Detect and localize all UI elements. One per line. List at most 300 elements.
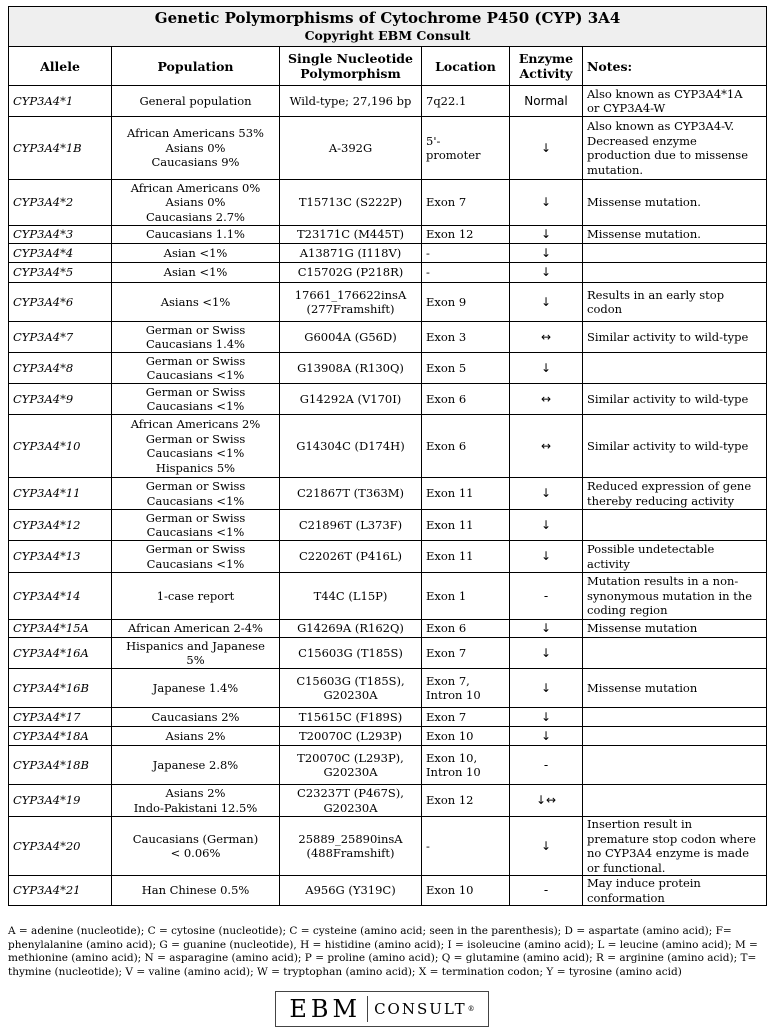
- population-cell-line: Asian <1%: [163, 245, 228, 260]
- population-cell-line: Caucasians <1%: [146, 446, 245, 460]
- population-cell: [112, 541, 280, 573]
- snp-cell: [280, 817, 422, 876]
- notes-cell: [583, 244, 767, 263]
- snp-cell-line: T20070C (L293P),: [297, 750, 404, 765]
- location-cell-line: Exon 12: [426, 227, 474, 242]
- population-cell-line: Han Chinese 0.5%: [141, 883, 250, 898]
- population-cell: [112, 669, 280, 708]
- notes-cell: [583, 727, 767, 746]
- notes-cell-line: or CYP3A4-W: [587, 101, 666, 115]
- notes-cell-line: Missense mutation: [587, 680, 698, 695]
- location-cell: [422, 541, 510, 573]
- population-cell: [112, 727, 280, 746]
- notes-cell: [583, 876, 767, 906]
- population-cell-line: German or Swiss: [145, 384, 246, 399]
- header-snp-line2: Polymorphism: [300, 66, 401, 81]
- population-cell-line: General population: [139, 93, 252, 108]
- population-cell: [112, 117, 280, 180]
- notes-cell-line: Decreased enzyme: [587, 133, 697, 148]
- allele-cell: CYP3A4*11: [9, 478, 112, 510]
- snp-cell: [280, 638, 422, 669]
- enzyme-activity-cell: ↓: [510, 478, 583, 510]
- population-cell-line: Asians 0%: [165, 195, 226, 210]
- snp-cell-line: C15603G (T185S),: [296, 673, 405, 688]
- enzyme-activity-cell: ↓: [510, 708, 583, 727]
- notes-cell-line: Also known as CYP3A4-V.: [587, 119, 735, 133]
- location-cell-line: Exon 7,: [426, 673, 470, 688]
- enzyme-activity-cell: -: [510, 573, 583, 620]
- header-snp-line1: Single Nucleotide: [287, 51, 414, 66]
- location-cell-line: 5'-: [426, 133, 441, 148]
- table-row: [9, 876, 767, 906]
- allele-cell: CYP3A4*7: [9, 322, 112, 353]
- population-cell-line: Caucasians <1%: [146, 368, 245, 382]
- population-cell-line: Asians <1%: [160, 294, 231, 309]
- allele-cell: CYP3A4*16B: [9, 669, 112, 708]
- table-row: [9, 415, 767, 478]
- snp-cell-line: G20230A: [323, 688, 378, 702]
- allele-cell: CYP3A4*18B: [9, 746, 112, 785]
- snp-cell-line: G14304C (D174H): [296, 438, 405, 453]
- population-cell: [112, 638, 280, 669]
- snp-cell-line: G20230A: [323, 765, 378, 779]
- snp-cell: [280, 283, 422, 322]
- location-cell-line: Exon 7: [426, 645, 467, 660]
- notes-cell-line: mutation.: [587, 162, 644, 177]
- snp-cell: [280, 322, 422, 353]
- allele-cell: CYP3A4*15A: [9, 620, 112, 638]
- notes-cell: [583, 415, 767, 478]
- snp-cell: [280, 876, 422, 906]
- allele-cell: CYP3A4*21: [9, 876, 112, 906]
- population-cell-line: German or Swiss: [145, 479, 246, 493]
- snp-cell-line: (277Framshift): [306, 302, 395, 316]
- table-row: [9, 117, 767, 180]
- snp-cell-line: C22026T (P416L): [298, 549, 402, 564]
- notes-cell-line: Also known as CYP3A4*1A: [587, 86, 743, 101]
- snp-cell-line: T44C (L15P): [313, 588, 388, 603]
- location-cell: [422, 573, 510, 620]
- location-cell: [422, 727, 510, 746]
- allele-cell: CYP3A4*3: [9, 226, 112, 244]
- location-cell: [422, 117, 510, 180]
- allele-cell: CYP3A4*4: [9, 244, 112, 263]
- location-cell-line: Exon 12: [426, 793, 474, 808]
- enzyme-activity-cell: Normal: [510, 86, 583, 117]
- population-cell: [112, 415, 280, 478]
- snp-cell-line: T15713C (S222P): [298, 195, 403, 210]
- population-cell-line: African Americans 2%: [130, 417, 261, 431]
- snp-cell-line: C21867T (T363M): [296, 486, 405, 501]
- table-row: [9, 573, 767, 620]
- notes-cell: [583, 620, 767, 638]
- notes-cell: [583, 283, 767, 322]
- snp-cell: [280, 478, 422, 510]
- notes-cell: [583, 541, 767, 573]
- snp-cell: [280, 620, 422, 638]
- snp-cell: [280, 226, 422, 244]
- location-cell-line: -: [426, 838, 430, 853]
- title-row: [9, 7, 767, 47]
- table-row: [9, 86, 767, 117]
- logo-text-consult: CONSULT: [374, 1000, 467, 1018]
- population-cell-line: German or Swiss: [145, 322, 246, 337]
- population-cell: [112, 244, 280, 263]
- table-row: [9, 226, 767, 244]
- table-row: [9, 620, 767, 638]
- notes-cell-line: Similar activity to wild-type: [587, 438, 749, 453]
- polymorphism-table: [8, 6, 767, 906]
- location-cell-line: Exon 11: [426, 517, 474, 532]
- allele-cell: CYP3A4*17: [9, 708, 112, 727]
- population-cell: [112, 573, 280, 620]
- allele-cell: CYP3A4*19: [9, 785, 112, 817]
- location-cell: [422, 384, 510, 415]
- location-cell-line: -: [426, 245, 430, 260]
- header-notes: Notes:: [583, 47, 767, 86]
- notes-cell-line: Reduced expression of gene: [587, 479, 752, 493]
- allele-cell: CYP3A4*8: [9, 353, 112, 384]
- population-cell-line: < 0.06%: [170, 846, 221, 860]
- population-cell: [112, 478, 280, 510]
- notes-cell-line: or functional.: [587, 860, 666, 875]
- location-cell: [422, 322, 510, 353]
- notes-cell-line: May induce protein: [587, 876, 701, 890]
- location-cell: [422, 620, 510, 638]
- header-population: Population: [112, 47, 280, 86]
- population-cell-line: 5%: [186, 653, 205, 667]
- table-row: [9, 322, 767, 353]
- enzyme-activity-cell: ↓: [510, 180, 583, 226]
- header-allele: Allele: [9, 47, 112, 86]
- snp-cell-line: Wild-type; 27,196 bp: [289, 93, 412, 108]
- population-cell-line: German or Swiss: [145, 431, 246, 446]
- table-row: [9, 478, 767, 510]
- enzyme-activity-cell: ↓: [510, 620, 583, 638]
- population-cell: [112, 510, 280, 541]
- snp-cell: [280, 510, 422, 541]
- population-cell: [112, 708, 280, 727]
- table-row: [9, 669, 767, 708]
- notes-cell-line: Insertion result in: [587, 817, 693, 831]
- location-cell: [422, 876, 510, 906]
- location-cell-line: Exon 9: [426, 294, 467, 309]
- population-cell: [112, 876, 280, 906]
- snp-cell-line: T15615C (F189S): [298, 709, 403, 724]
- snp-cell: [280, 708, 422, 727]
- location-cell-line: promoter: [426, 148, 481, 162]
- notes-cell-line: Results in an early stop: [587, 287, 725, 302]
- notes-cell-line: thereby reducing activity: [587, 493, 735, 508]
- enzyme-activity-cell: -: [510, 876, 583, 906]
- notes-cell-line: Similar activity to wild-type: [587, 391, 749, 406]
- notes-cell-line: Possible undetectable: [587, 542, 715, 556]
- snp-cell-line: A956G (Y319C): [305, 883, 396, 898]
- abbreviation-footnote: A = adenine (nucleotide); C = cytosine (nucleotide); C = cysteine (amino acid; seen in the parenthesis); D = aspartate (amino acid); F= phenylalanine (amino acid); G = guanine (nucleotide), H = histidine (amino acid); I = isoleucine (amino acid); L = leucine (amino acid); M = methionine (amino acid); N = asparagine (amino acid); P = proline (amino acid); Q = glutamine (amino acid); R = arginine (amino acid); T= thymine (nucleotide); V = valine (amino acid); W = tryptophan (amino acid); X = termination codon; Y = tyrosine (amino acid): [8, 925, 758, 978]
- header-location: Location: [422, 47, 510, 86]
- population-cell-line: Caucasians 1.1%: [146, 227, 245, 242]
- population-cell: [112, 746, 280, 785]
- snp-cell-line: C21896T (L373F): [298, 517, 403, 532]
- snp-cell-line: T23171C (M445T): [296, 227, 405, 242]
- enzyme-activity-cell: -: [510, 746, 583, 785]
- location-cell: [422, 817, 510, 876]
- notes-cell: [583, 746, 767, 785]
- notes-cell-line: coding region: [587, 603, 668, 618]
- population-cell-line: German or Swiss: [145, 542, 246, 556]
- population-cell: [112, 384, 280, 415]
- snp-cell-line: A13871G (I118V): [299, 245, 402, 260]
- table-row: [9, 817, 767, 876]
- enzyme-activity-cell: ↓: [510, 638, 583, 669]
- location-cell-line: Exon 11: [426, 486, 474, 501]
- location-cell: [422, 244, 510, 263]
- allele-cell: CYP3A4*5: [9, 263, 112, 283]
- allele-cell: CYP3A4*14: [9, 573, 112, 620]
- allele-cell: CYP3A4*18A: [9, 727, 112, 746]
- snp-cell: [280, 353, 422, 384]
- snp-cell: [280, 746, 422, 785]
- location-cell-line: Exon 7: [426, 195, 467, 210]
- logo-text-ebm: EBM: [289, 995, 362, 1023]
- notes-cell: [583, 785, 767, 817]
- enzyme-activity-cell: ↔: [510, 384, 583, 415]
- population-cell: [112, 322, 280, 353]
- snp-cell-line: G14292A (V170I): [299, 391, 402, 406]
- snp-cell: [280, 117, 422, 180]
- notes-cell: [583, 384, 767, 415]
- snp-cell-line: (488Framshift): [306, 846, 395, 860]
- snp-cell-line: G20230A: [323, 800, 378, 815]
- title-cell: [9, 7, 767, 47]
- logo-divider: [367, 996, 368, 1022]
- location-cell-line: -: [426, 265, 430, 280]
- location-cell-line: Exon 10: [426, 883, 474, 898]
- enzyme-activity-cell: ↓: [510, 263, 583, 283]
- snp-cell: [280, 785, 422, 817]
- snp-cell: [280, 384, 422, 415]
- allele-cell: CYP3A4*9: [9, 384, 112, 415]
- population-cell: [112, 226, 280, 244]
- enzyme-activity-cell: ↓↔: [510, 785, 583, 817]
- location-cell: [422, 638, 510, 669]
- location-cell: [422, 353, 510, 384]
- allele-cell: CYP3A4*6: [9, 283, 112, 322]
- allele-cell: CYP3A4*12: [9, 510, 112, 541]
- table-body: [9, 86, 767, 906]
- snp-cell: [280, 180, 422, 226]
- location-cell: [422, 708, 510, 727]
- population-cell: [112, 817, 280, 876]
- notes-cell-line: activity: [587, 556, 630, 571]
- page-title: Genetic Polymorphisms of Cytochrome P450 (CYP) 3A4: [154, 9, 621, 27]
- notes-cell-line: codon: [587, 302, 623, 316]
- notes-cell: [583, 322, 767, 353]
- location-cell-line: Exon 11: [426, 549, 474, 564]
- location-cell-line: 7q22.1: [426, 93, 467, 108]
- population-cell-line: Indo-Pakistani 12.5%: [133, 800, 258, 815]
- notes-cell: [583, 478, 767, 510]
- population-cell: [112, 785, 280, 817]
- population-cell-line: African Americans 53%: [127, 126, 264, 141]
- location-cell-line: Exon 3: [426, 329, 467, 344]
- snp-cell-line: C23237T (P467S),: [297, 786, 404, 800]
- enzyme-activity-cell: ↓: [510, 353, 583, 384]
- enzyme-activity-cell: ↓: [510, 541, 583, 573]
- location-cell-line: Exon 6: [426, 438, 467, 453]
- population-cell-line: Caucasians <1%: [146, 399, 245, 413]
- population-cell-line: Caucasians 1.4%: [146, 337, 245, 351]
- notes-cell: [583, 573, 767, 620]
- population-cell-line: German or Swiss: [145, 353, 246, 368]
- snp-cell: [280, 573, 422, 620]
- population-cell-line: Asians 2%: [165, 728, 226, 743]
- notes-cell-line: Mutation results in a non-: [587, 574, 739, 589]
- snp-cell: [280, 244, 422, 263]
- location-cell-line: Exon 6: [426, 621, 467, 636]
- snp-cell-line: A-392G: [328, 140, 373, 155]
- population-cell-line: Japanese 2.8%: [152, 757, 239, 772]
- allele-cell: CYP3A4*2: [9, 180, 112, 226]
- table-row: [9, 746, 767, 785]
- snp-cell: [280, 727, 422, 746]
- allele-cell: CYP3A4*10: [9, 415, 112, 478]
- copyright-line: Copyright EBM Consult: [304, 28, 471, 43]
- notes-cell-line: production due to missense: [587, 148, 749, 162]
- notes-cell-line: Missense mutation.: [587, 227, 701, 242]
- enzyme-activity-cell: ↔: [510, 415, 583, 478]
- notes-cell-line: Missense mutation.: [587, 195, 701, 210]
- document: [8, 6, 766, 906]
- location-cell-line: Exon 10,: [426, 750, 478, 765]
- notes-cell: [583, 86, 767, 117]
- location-cell: [422, 746, 510, 785]
- notes-cell: [583, 510, 767, 541]
- location-cell-line: Exon 7: [426, 709, 467, 724]
- table-row: [9, 638, 767, 669]
- notes-cell: [583, 353, 767, 384]
- population-cell-line: Caucasians 2.7%: [146, 209, 245, 224]
- location-cell: [422, 86, 510, 117]
- allele-cell: CYP3A4*16A: [9, 638, 112, 669]
- header-activity-line1: Enzyme: [518, 51, 574, 66]
- enzyme-activity-cell: ↓: [510, 669, 583, 708]
- snp-cell: [280, 669, 422, 708]
- location-cell: [422, 415, 510, 478]
- location-cell-line: Exon 5: [426, 360, 467, 375]
- snp-cell-line: G14269A (R162Q): [297, 621, 404, 636]
- table-row: [9, 727, 767, 746]
- snp-cell: [280, 415, 422, 478]
- enzyme-activity-cell: ↓: [510, 226, 583, 244]
- location-cell: [422, 669, 510, 708]
- notes-cell-line: premature stop codon where: [587, 831, 756, 846]
- location-cell: [422, 263, 510, 283]
- snp-cell: [280, 541, 422, 573]
- population-cell-line: African Americans 0%: [130, 180, 261, 195]
- notes-cell: [583, 708, 767, 727]
- snp-cell-line: G6004A (G56D): [304, 329, 397, 344]
- location-cell-line: Exon 6: [426, 391, 467, 406]
- table-row: [9, 353, 767, 384]
- notes-cell-line: no CYP3A4 enzyme is made: [587, 846, 750, 860]
- allele-cell: CYP3A4*13: [9, 541, 112, 573]
- notes-cell: [583, 638, 767, 669]
- population-cell-line: Caucasians <1%: [146, 556, 245, 571]
- population-cell-line: Caucasians <1%: [146, 525, 245, 539]
- population-cell: [112, 86, 280, 117]
- population-cell: [112, 263, 280, 283]
- enzyme-activity-cell: ↓: [510, 117, 583, 180]
- population-cell: [112, 180, 280, 226]
- population-cell-line: Caucasians <1%: [146, 493, 245, 508]
- population-cell-line: German or Swiss: [145, 510, 246, 525]
- population-cell-line: Hispanics 5%: [155, 460, 236, 475]
- table-row: [9, 180, 767, 226]
- notes-cell-line: synonymous mutation in the: [587, 588, 753, 603]
- population-cell: [112, 283, 280, 322]
- population-cell: [112, 620, 280, 638]
- location-cell: [422, 180, 510, 226]
- snp-cell: [280, 263, 422, 283]
- snp-cell-line: G13908A (R130Q): [297, 360, 404, 375]
- population-cell-line: Caucasians 9%: [151, 155, 240, 170]
- population-cell-line: Asians 2%: [165, 786, 226, 800]
- notes-cell-line: Missense mutation: [587, 621, 698, 636]
- notes-cell: [583, 226, 767, 244]
- table-row: [9, 384, 767, 415]
- population-cell-line: Asian <1%: [163, 265, 228, 280]
- enzyme-activity-cell: ↓: [510, 817, 583, 876]
- registered-mark: ®: [467, 1005, 475, 1013]
- ebm-consult-logo: [275, 991, 489, 1027]
- location-cell: [422, 226, 510, 244]
- snp-cell-line: C15603G (T185S): [298, 645, 403, 660]
- snp-cell: [280, 86, 422, 117]
- notes-cell: [583, 180, 767, 226]
- table-row: [9, 708, 767, 727]
- location-cell: [422, 283, 510, 322]
- enzyme-activity-cell: ↓: [510, 510, 583, 541]
- table-row: [9, 263, 767, 283]
- enzyme-activity-cell: ↓: [510, 244, 583, 263]
- table-row: [9, 541, 767, 573]
- allele-cell: CYP3A4*1: [9, 86, 112, 117]
- population-cell-line: Caucasians (German): [132, 831, 259, 846]
- population-cell-line: Caucasians 2%: [151, 709, 240, 724]
- notes-cell-line: Similar activity to wild-type: [587, 329, 749, 344]
- snp-cell-line: 17661_176622insA: [294, 287, 407, 302]
- location-cell: [422, 510, 510, 541]
- header-activity: [510, 47, 583, 86]
- location-cell-line: Intron 10: [426, 688, 481, 702]
- table-row: [9, 510, 767, 541]
- header-snp: [280, 47, 422, 86]
- location-cell-line: Exon 1: [426, 588, 467, 603]
- population-cell-line: 1-case report: [156, 588, 235, 603]
- location-cell-line: Exon 10: [426, 728, 474, 743]
- notes-cell: [583, 117, 767, 180]
- population-cell-line: Asians 0%: [165, 140, 226, 155]
- snp-cell-line: T20070C (L293P): [298, 728, 402, 743]
- population-cell: [112, 353, 280, 384]
- notes-cell: [583, 669, 767, 708]
- enzyme-activity-cell: ↓: [510, 283, 583, 322]
- table-row: [9, 283, 767, 322]
- population-cell-line: African American 2-4%: [128, 621, 263, 636]
- allele-cell: CYP3A4*20: [9, 817, 112, 876]
- population-cell-line: Japanese 1.4%: [152, 680, 239, 695]
